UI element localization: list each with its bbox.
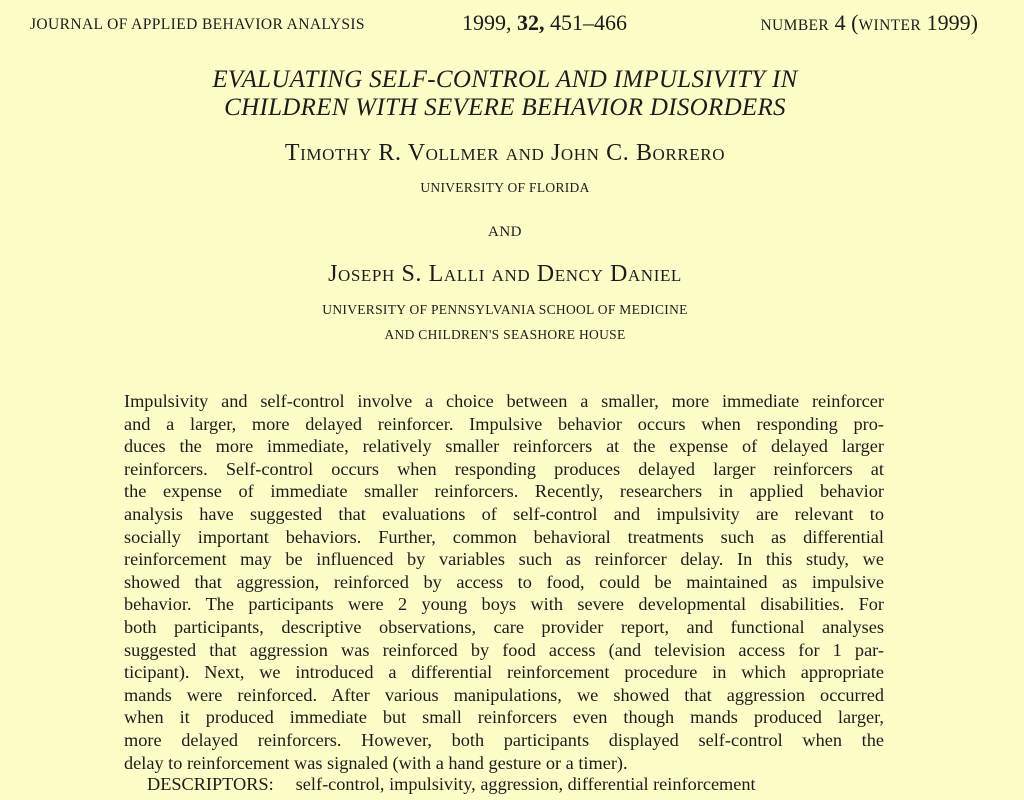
issue-season: WINTER: [858, 17, 922, 34]
citation-volume: 32,: [517, 10, 545, 35]
citation-year: 1999,: [462, 10, 512, 35]
affiliation-2-line-1: UNIVERSITY OF PENNSYLVANIA SCHOOL OF MEDICINE: [322, 302, 688, 317]
article-title-line-1: EVALUATING SELF-CONTROL AND IMPULSIVITY IN: [212, 66, 798, 93]
running-header: [30, 8, 978, 40]
issue-number-label: NUMBER: [760, 17, 830, 34]
journal-name: JOURNAL OF APPLIED BEHAVIOR ANALYSIS: [30, 16, 365, 33]
issue-info: [760, 10, 978, 36]
affiliation-2-line-2: AND CHILDREN'S SEASHORE HOUSE: [384, 327, 626, 342]
abstract-line: mands were reinforced. After various manipulations, we showed that aggression occurred: [124, 684, 884, 705]
abstract-line: more delayed reinforcers. However, both participants displayed self-control when the: [124, 729, 884, 750]
authors-group-2: Joseph S. Lalli and Dency Daniel: [328, 261, 682, 287]
abstract-line: socially important behaviors. Further, common behavioral treatments such as differential: [124, 526, 884, 547]
abstract-line: behavior. The participants were 2 young boys with severe developmental disabilities. For: [124, 594, 884, 615]
abstract-line: both participants, descriptive observations, care provider report, and functional analyses: [124, 616, 884, 637]
citation-pages: 451–466: [550, 10, 627, 35]
article-title: [0, 66, 1010, 122]
abstract-line: when it produced immediate but small reinforcers even though mands produced larger,: [124, 707, 884, 728]
abstract-line: suggested that aggression was reinforced by food access (and television access for 1 par-: [124, 639, 884, 660]
descriptors: [147, 774, 756, 795]
article-title-line-2: CHILDREN WITH SEVERE BEHAVIOR DISORDERS: [224, 94, 786, 121]
abstract-line: analysis have suggested that evaluations of self-control and impulsivity are relevant to: [124, 503, 884, 524]
abstract-line: showed that aggression, reinforced by access to food, could be maintained as impulsive: [124, 571, 884, 592]
abstract-line: the expense of immediate smaller reinforcers. Recently, researchers in applied behavior: [124, 481, 884, 502]
abstract-line: duces the more immediate, relatively smaller reinforcers at the expense of delayed larger: [124, 436, 884, 457]
descriptors-terms: self-control, impulsivity, aggression, differential reinforcement: [295, 774, 756, 794]
abstract-line: and a larger, more delayed reinforcer. Impulsive behavior occurs when responding pro-: [124, 413, 884, 434]
abstract-line: ticipant). Next, we introduced a differential reinforcement procedure in which appropriate: [124, 662, 884, 683]
descriptors-label: DESCRIPTORS:: [147, 774, 274, 794]
affiliation-1: UNIVERSITY OF FLORIDA: [420, 180, 590, 195]
abstract-line: reinforcement may be influenced by variables such as reinforcer delay. In this study, we: [124, 549, 884, 570]
issue-number: 4: [834, 10, 846, 35]
abstract: [124, 390, 884, 774]
issue-season-open: (: [851, 10, 859, 35]
issue-season-year: 1999): [926, 10, 978, 35]
authors-group-1: Timothy R. Vollmer and John C. Borrero: [284, 140, 726, 166]
abstract-line: Impulsivity and self-control involve a choice between a smaller, more immediate reinforcer: [124, 391, 884, 411]
citation: [462, 10, 627, 36]
abstract-line: reinforcers. Self-control occurs when responding produces delayed larger reinforcers at: [124, 458, 884, 479]
abstract-line: delay to reinforcement was signaled (with a hand gesture or a timer).: [124, 752, 628, 773]
and-separator: AND: [488, 224, 522, 240]
